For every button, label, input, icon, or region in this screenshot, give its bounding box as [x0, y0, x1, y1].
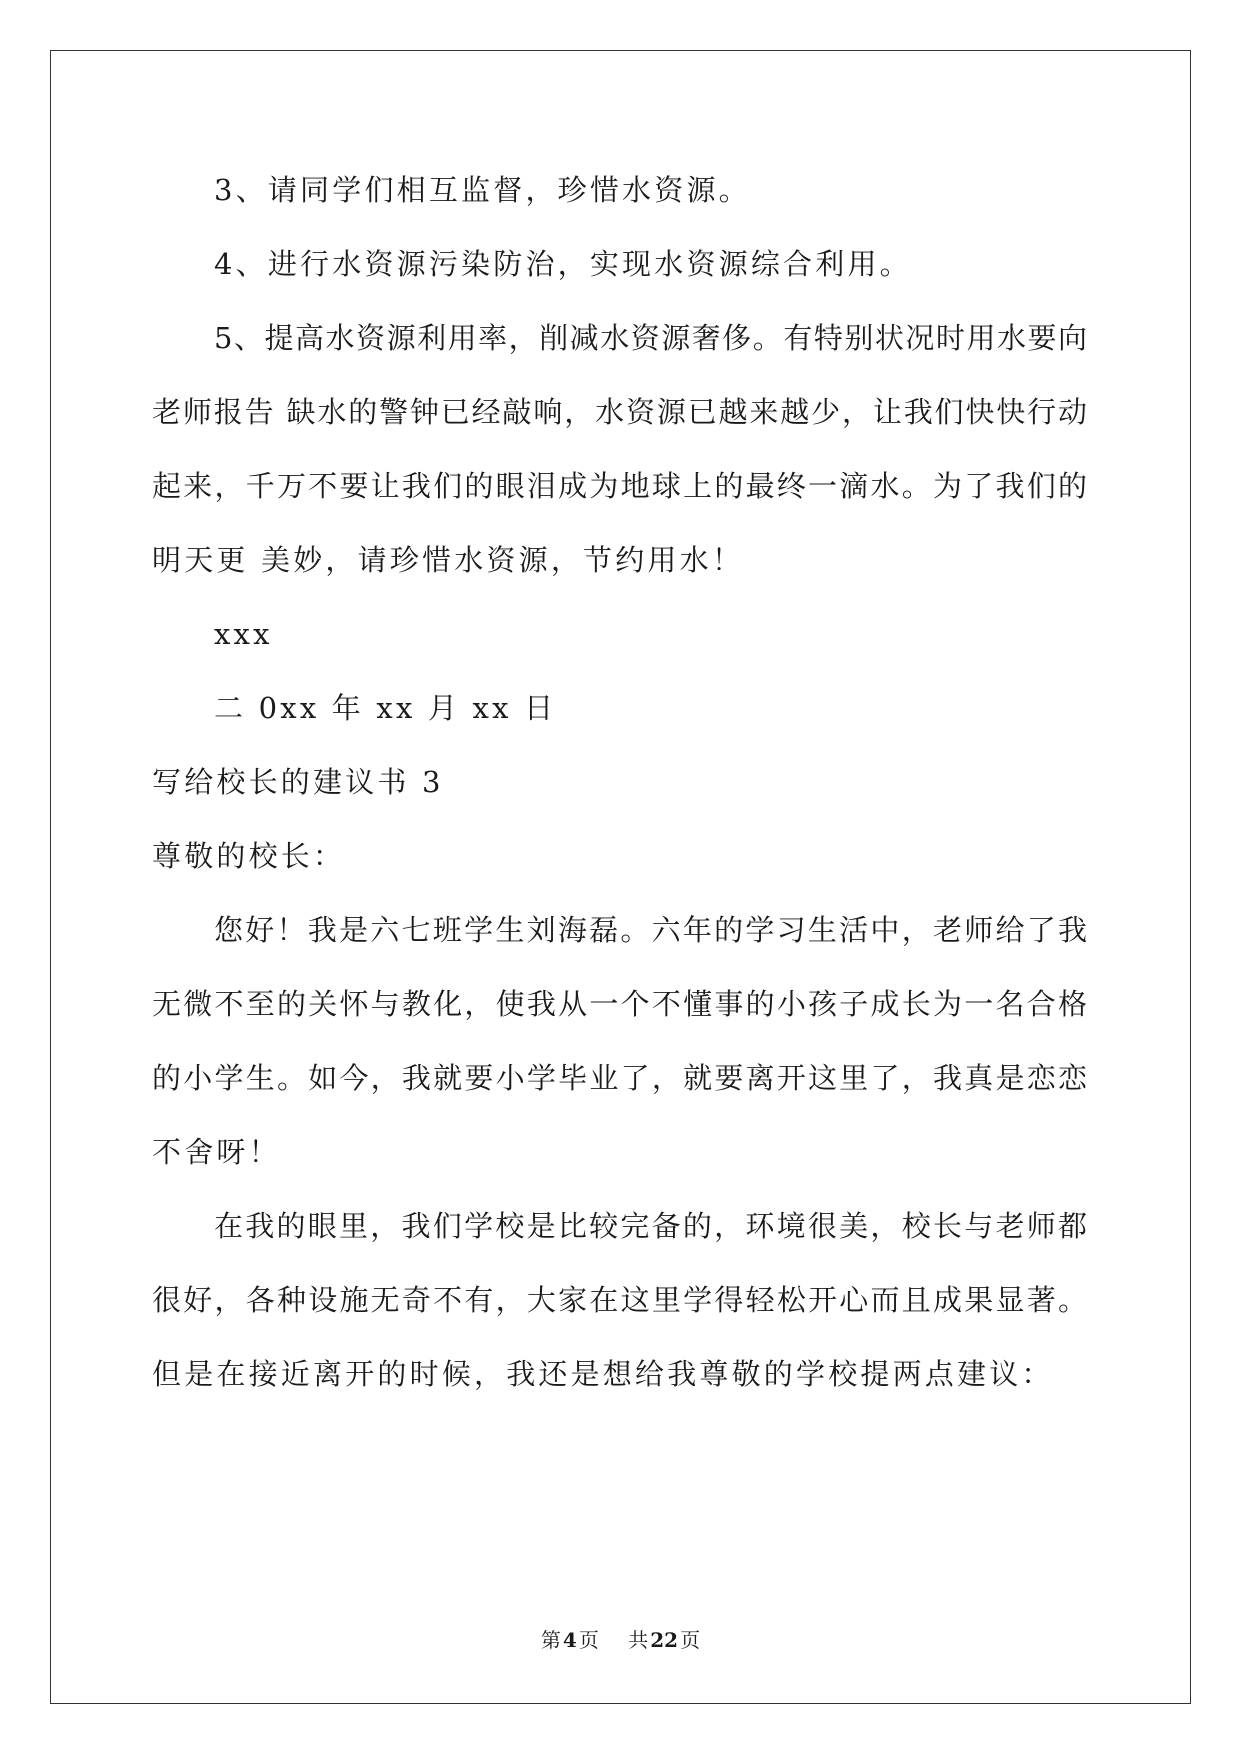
paragraph-line: 4、进行水资源污染防治，实现水资源综合利用。 [214, 247, 912, 281]
page-footer [0, 1628, 1241, 1652]
page-border [50, 50, 1191, 1704]
page-suffix: 页 [578, 1628, 599, 1652]
date-line: 二 0xx 年 xx 月 xx 日 [214, 691, 557, 725]
paragraph-line: 您好！我是六七班学生刘海磊。六年的学习生活中，老师给了我 [214, 913, 1087, 947]
paragraph-line: 不舍呀！ [152, 1135, 281, 1169]
paragraph-line: 很好，各种设施无奇不有，大家在这里学得轻松开心而且成果显著。 [152, 1283, 1087, 1317]
paragraph-line: 明天更 美妙，请珍惜水资源，节约用水！ [152, 543, 745, 577]
paragraph-line: 但是在接近离开的时候，我还是想给我尊敬的学校提两点建议： [152, 1357, 1054, 1391]
total-suffix: 页 [680, 1628, 701, 1652]
salutation: 尊敬的校长： [152, 839, 346, 873]
page-prefix: 第 [540, 1628, 561, 1652]
page-number: 4 [562, 1628, 577, 1652]
total-prefix: 共 [628, 1628, 649, 1652]
paragraph-line: 起来，千万不要让我们的眼泪成为地球上的最终一滴水。为了我们的 [152, 469, 1087, 503]
paragraph-line: 的小学生。如今，我就要小学毕业了，就要离开这里了，我真是恋恋 [152, 1061, 1087, 1095]
paragraph-line: 3、请同学们相互监督，珍惜水资源。 [214, 173, 751, 207]
section-title: 写给校长的建议书 3 [152, 765, 444, 799]
signature: xxx [214, 617, 273, 651]
total-pages: 22 [650, 1628, 679, 1652]
paragraph-line: 在我的眼里，我们学校是比较完备的，环境很美，校长与老师都 [214, 1209, 1087, 1243]
paragraph-line: 5、提高水资源利用率，削减水资源奢侈。有特别状况时用水要向 [214, 321, 1087, 355]
paragraph-line: 老师报告 缺水的警钟已经敲响，水资源已越来越少，让我们快快行动 [152, 395, 1087, 429]
paragraph-line: 无微不至的关怀与教化，使我从一个不懂事的小孩子成长为一名合格 [152, 987, 1087, 1021]
